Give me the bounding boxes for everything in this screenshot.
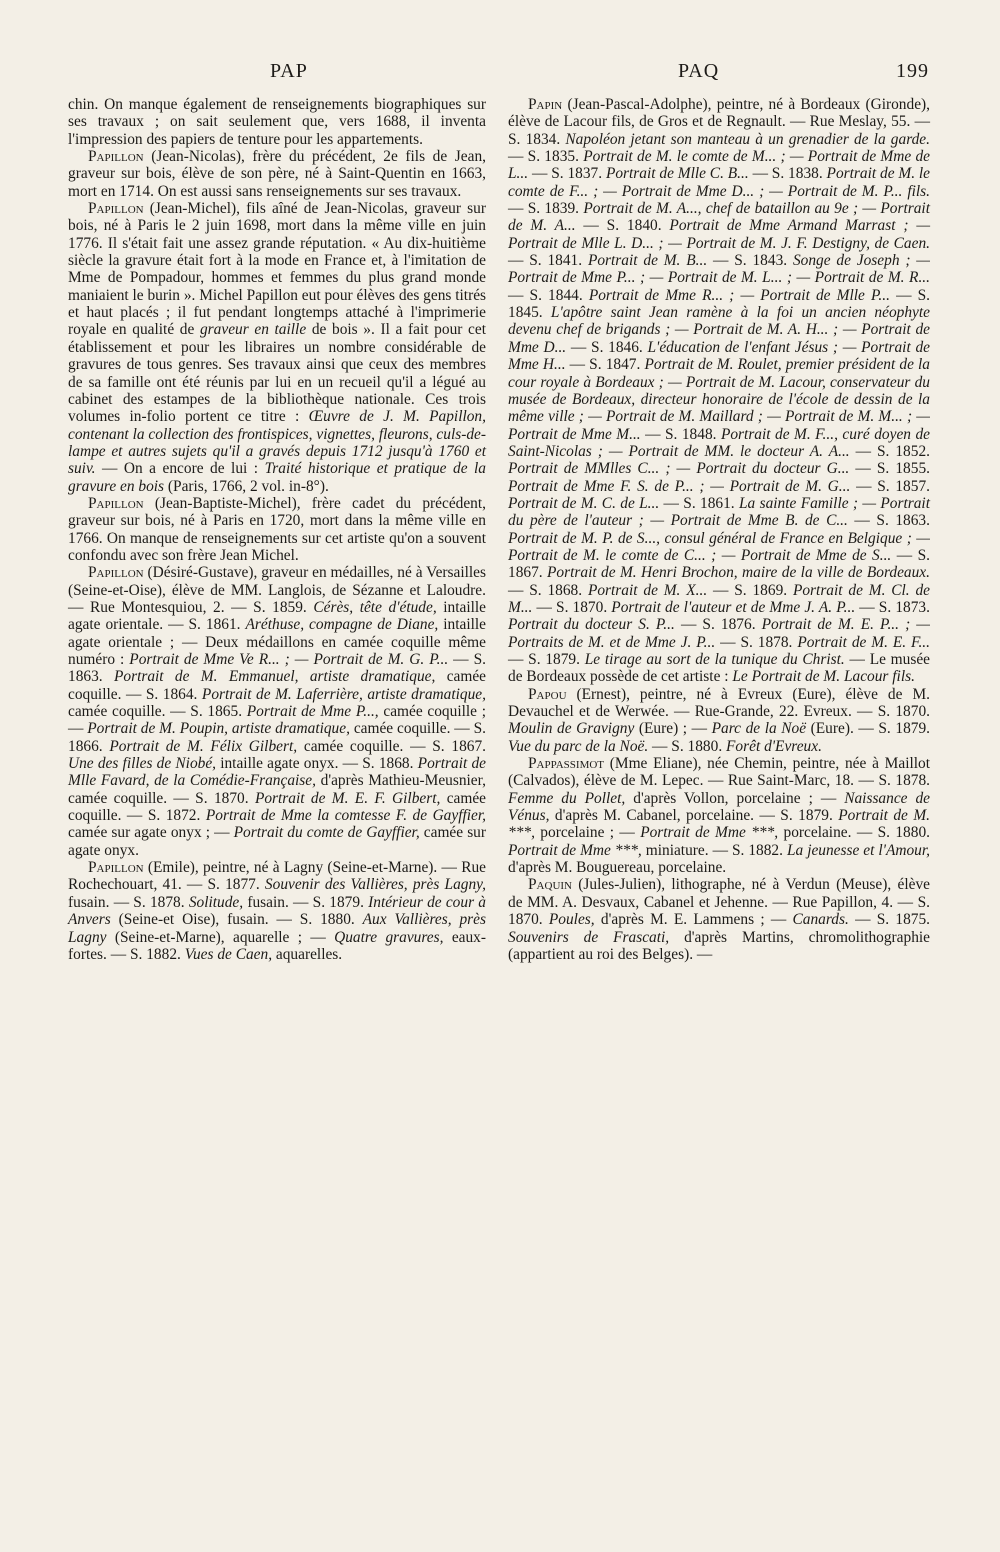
- entry-text: (Paris, 1766, 2 vol. in-8°).: [164, 477, 329, 495]
- italic-title: Portrait de Mme F. S. de P... ; — Portrait de M. G...: [508, 477, 851, 495]
- entry-text: camée sur agate onyx.: [68, 824, 487, 859]
- entry-text: (Seine-et Oise), fusain. — S. 1880.: [110, 911, 363, 929]
- entry-text: camée coquille. — S. 1872.: [68, 789, 486, 825]
- entry-text: — S. 1880.: [648, 737, 727, 755]
- italic-title: Portrait de M. Henri Brochon, maire de la ville de Bordeaux.: [547, 564, 930, 582]
- entry-text: — S. 1846.: [566, 338, 648, 356]
- entry-text: d'après Mathieu-Meusnier, camée coquille. — S. 1870.: [68, 772, 486, 807]
- left-column: [68, 96, 486, 963]
- italic-title: La sainte Famille ; — Portrait du père de l'auteur ; — Portrait de Mme B. de C...: [508, 494, 930, 530]
- italic-title: Portrait de M. B...: [587, 252, 708, 270]
- italic-title: Portrait de MMlles C... ; — Portrait du docteur G...: [508, 460, 850, 478]
- italic-title: Portrait de Mme Armand Marrast ; — Portrait de Mlle L. D... ; — Portrait de M. J. F. Destigny, de Caen.: [508, 217, 931, 252]
- entry-text: — S. 1855.: [849, 460, 930, 478]
- entry-headword: Papillon: [88, 148, 144, 166]
- italic-title: Portrait de M. E. P... ; — Portraits de M. et de Mme J. P...: [508, 616, 930, 651]
- entry-text: d'après M. E. Lammens ; —: [594, 911, 793, 929]
- entry-text: camée coquille ; —: [68, 703, 486, 738]
- entry-text: camée coquille. — S. 1867.: [297, 737, 487, 755]
- entry-text: (Jean-Michel), fils aîné de Jean-Nicolas, graveur sur bois, né à Paris le 2 juin 1698, mort dans la même ville en juin 1776. Il s'était fait une assez grande réputation. « Au dix-huitième siècle la gravure était fort à la mode en France et, à l'imitation de Mme de Pompadour, hommes et femmes du plus grand monde maniaient le burin ». Michel Papillon eut pour élèves des gens titrés et haut placés ; il fut pendant longtemps attaché à l'imprimerie royale en qualité de: [68, 200, 487, 339]
- italic-title: Portrait de Mlle Favard, de la Comédie-Française,: [68, 755, 486, 790]
- entry-paragraph: [508, 686, 930, 755]
- italic-title: Aréthuse, compagne de Diane,: [245, 616, 439, 634]
- italic-title: Portrait de M. F..., curé doyen de Saint-Nicolas ; — Portrait de MM. le docteur A. A...: [508, 425, 930, 460]
- entry-text: — S. 1835.: [508, 148, 584, 166]
- italic-title: Portrait de Mme la comtesse F. de Gayffier,: [205, 807, 486, 825]
- italic-title: Femme du Pollet,: [508, 789, 626, 807]
- italic-title: Portrait de Mme P...,: [246, 703, 379, 721]
- entry-text: fusain. — S. 1878.: [68, 893, 189, 911]
- entry-text: — S. 1879.: [508, 651, 585, 668]
- entry-paragraph: [508, 96, 930, 686]
- entry-text: — S. 1844.: [508, 286, 589, 304]
- entry-text: porcelaine. — S. 1880.: [778, 824, 930, 842]
- italic-title: Souvenirs de Frascati,: [508, 928, 670, 946]
- italic-title: Portrait de Mme ***,: [640, 824, 779, 842]
- entry-paragraph: [68, 200, 486, 495]
- entry-text: porcelaine ; —: [534, 824, 641, 842]
- entry-text: — S. 1869.: [707, 581, 793, 599]
- entry-text: — S. 1839.: [508, 200, 584, 218]
- entry-text: — Le musée de Bordeaux possède de cet artiste :: [508, 651, 931, 686]
- italic-title: graveur en taille: [199, 321, 307, 339]
- entry-text: intaille agate orientale ; — Deux médaillons en camée coquille même numéro :: [68, 616, 487, 668]
- italic-title: Portrait de Mme Ve R... ; — Portrait de M. G. P...: [129, 651, 449, 668]
- entry-headword: Paquin: [528, 876, 572, 894]
- entry-text: (Emile), peintre, né à Lagny (Seine-et-Marne). — Rue Rochechouart, 41. — S. 1877.: [68, 859, 486, 894]
- entry-headword: Papillon: [88, 200, 144, 218]
- entry-text: (Ernest), peintre, né à Evreux (Eure), élève de M. Devauchel et de Werwée. — Rue-Grande, 22. Evreux. — S. 1870.: [508, 685, 930, 721]
- italic-title: Portrait de M. Félix Gilbert,: [109, 737, 298, 755]
- entry-text: — S. 1843.: [707, 252, 793, 270]
- entry-text: d'après Vollon, porcelaine ; —: [625, 789, 845, 807]
- entry-text: miniature. — S. 1882.: [641, 841, 787, 859]
- entry-text: — S. 1870.: [532, 598, 612, 616]
- entry-text: — S. 1857.: [850, 477, 930, 495]
- entry-text: — S. 1867.: [508, 546, 930, 582]
- italic-title: Vues de Caen,: [184, 945, 273, 963]
- italic-title: Aux Vallières, près Lagny: [68, 911, 486, 946]
- italic-title: Portrait de M. le comte de M... ; — Portrait de Mme de L...: [508, 148, 930, 183]
- entry-text: — S. 1863.: [847, 512, 930, 530]
- entry-text: camée coquille. — S. 1866.: [68, 720, 486, 755]
- entry-headword: Papin: [528, 96, 563, 113]
- entry-text: eaux-fortes. — S. 1882.: [68, 928, 486, 963]
- italic-title: Portrait du docteur S. P...: [508, 616, 675, 634]
- italic-title: Portrait de l'auteur et de Mme J. A. P...: [611, 598, 856, 616]
- italic-title: Portrait de M. X...: [587, 581, 708, 599]
- italic-title: Portrait de Mme ***,: [508, 841, 642, 859]
- italic-title: Portrait de M. C. de L...: [508, 494, 660, 512]
- entry-text: chin. On manque également de renseignements biographiques sur ses travaux ; on sait seulement que, vers 1688, il inventa l'impression des papiers de tenture pour les appartements.: [68, 96, 486, 148]
- entry-text: d'après Martins, chromolithographie (appartient au roi des Belges). —: [508, 928, 931, 963]
- italic-title: Portrait de M. E. F. Gilbert,: [254, 789, 441, 807]
- italic-title: Portrait de Mlle C. B...: [605, 165, 749, 183]
- italic-title: Poules,: [548, 911, 595, 929]
- entry-text: (Eure) ; —: [634, 720, 712, 738]
- entry-headword: Papillon: [88, 494, 144, 512]
- italic-title: Portrait de M. Cl. de M...: [508, 581, 930, 616]
- entry-text: — S. 1837.: [528, 165, 606, 183]
- entry-paragraph: [68, 564, 486, 859]
- entry-text: camée coquille. — S. 1865.: [68, 703, 247, 721]
- italic-title: Intérieur de cour à Anvers: [68, 893, 486, 929]
- entry-paragraph: [508, 876, 930, 963]
- entry-paragraph: [68, 495, 486, 564]
- italic-title: Portrait de M. Emmanuel, artiste dramatique,: [113, 668, 436, 686]
- italic-title: Moulin de Gravigny: [508, 720, 635, 738]
- italic-title: Une des filles de Niobé,: [68, 755, 217, 773]
- entry-text: (Jean-Pascal-Adolphe), peintre, né à Bordeaux (Gironde), élève de Lacour fils, de Gros et de Regnault. — Rue Meslay, 55. — S. 1834.: [508, 96, 930, 148]
- italic-title: Vue du parc de la Noë.: [508, 737, 649, 755]
- entry-text: intaille agate orientale. — S. 1861.: [68, 598, 486, 634]
- right-column: [508, 96, 930, 963]
- entry-headword: Papillon: [88, 859, 144, 877]
- entry-text: d'après M. Bouguereau, porcelaine.: [508, 859, 727, 877]
- entry-paragraph: [68, 96, 486, 148]
- italic-title: Portrait de M. Poupin, artiste dramatique,: [87, 720, 350, 738]
- italic-title: Parc de la Noë: [711, 720, 807, 738]
- italic-title: Forêt d'Evreux.: [726, 737, 822, 755]
- italic-title: Le Portrait de M. Lacour fils.: [732, 668, 915, 686]
- entry-text: — S. 1838.: [748, 165, 827, 183]
- entry-paragraph: [508, 755, 930, 876]
- entry-text: — S. 1847.: [565, 356, 645, 374]
- entry-text: — S. 1841.: [508, 252, 588, 270]
- italic-title: Œuvre de J. M. Papillon, contenant la collection des frontispices, vignettes, fleurons, culs-de-lampe et autres sujets qu'il a gravés depuis 1712 jusqu'à 1760 et suiv.: [68, 408, 486, 478]
- running-head-center: PAQ: [678, 60, 720, 82]
- entry-text: d'après M. Cabanel, porcelaine. — S. 1879.: [549, 807, 839, 825]
- entry-text: de bois ». Il a fait pour cet établissement et pour les libraires un nombre considérable de gravures de tous genres. Ses travaux ainsi que ceux des membres de sa famille ont été réunis par lui en un recueil qu'il a légué au cabinet des estampes de la bibliothèque nationale. Ces trois volumes in-folio portent ce titre :: [68, 321, 486, 426]
- entry-text: — S. 1863.: [68, 651, 486, 686]
- entry-text: (Jean-Baptiste-Michel), frère cadet du précédent, graveur sur bois, né à Paris en 1720, mort dans la même ville en 1766. On manque de renseignements sur cet artiste qu'on a souvent confondu avec son frère Jean Michel.: [68, 494, 486, 564]
- italic-title: Souvenir des Vallières, près Lagny,: [264, 876, 487, 894]
- entry-text: camée sur agate onyx ; —: [68, 824, 234, 842]
- entry-text: — S. 1868.: [508, 581, 588, 599]
- entry-text: — S. 1848.: [640, 425, 721, 443]
- italic-title: Portrait de M. E. F...: [797, 633, 930, 651]
- italic-title: Portrait du comte de Gayffier,: [233, 824, 420, 842]
- italic-title: Portrait de M. le comte de F... ; — Portrait de Mme D... ; — Portrait de M. P... fils.: [508, 165, 930, 200]
- entry-text: — S. 1845.: [508, 286, 930, 322]
- page-number: 199: [896, 60, 929, 82]
- entry-text: camée coquille. — S. 1864.: [68, 668, 486, 703]
- italic-title: Songe de Joseph ; — Portrait de Mme P... ; — Portrait de M. L... ; — Portrait de M. R...: [508, 252, 930, 287]
- entry-headword: Papillon: [88, 564, 144, 582]
- entry-text: — S. 1852.: [849, 442, 930, 460]
- italic-title: Quatre gravures,: [334, 928, 444, 946]
- italic-title: La jeunesse et l'Amour,: [786, 841, 931, 859]
- entry-text: fusain. — S. 1879.: [243, 893, 369, 911]
- italic-title: Naissance de Vénus,: [508, 789, 930, 825]
- entry-text: (Jules-Julien), lithographe, né à Verdun (Meuse), élève de MM. A. Desvaux, Cabanel et Jehenne. — Rue Papillon, 4. — S. 1870.: [508, 876, 930, 929]
- italic-title: Portrait de Mme R... ; — Portrait de Mlle P...: [588, 286, 890, 304]
- italic-title: L'éducation de l'enfant Jésus ; — Portrait de Mme H...: [508, 338, 930, 374]
- italic-title: Solitude,: [188, 893, 244, 911]
- entry-text: (Eure). — S. 1879.: [806, 720, 931, 738]
- italic-title: Traité historique et pratique de la gravure en bois: [68, 460, 486, 495]
- entry-text: aquarelles.: [272, 945, 343, 963]
- italic-title: Le tirage au sort de la tunique du Christ.: [584, 651, 845, 668]
- entry-paragraph: [68, 859, 486, 963]
- entry-text: — S. 1873.: [855, 598, 930, 616]
- entry-text: — S. 1876.: [674, 616, 762, 634]
- entry-text: — S. 1840.: [575, 217, 670, 235]
- italic-title: Portrait de M. P. de S..., consul général de France en Belgique ; — Portrait de M. le comte de C... ; — Portrait de Mme de S...: [508, 529, 930, 564]
- italic-title: Portrait de M. Roulet, premier président de la cour royale à Bordeaux ; — Portrait de M. Lacour, conservateur du musée de Bordeaux, directeur honoraire de l'école de dessin de la même ville ; — Portrait de M. Maillard ; — Portrait de M. M... ; — Portrait de Mme M...: [508, 356, 930, 443]
- entry-text: (Mme Eliane), née Chemin, peintre, née à Maillot (Calvados), élève de M. Lepec. — Rue Saint-Marc, 18. — S. 1878.: [508, 755, 930, 790]
- running-head-left: PAP: [270, 60, 308, 82]
- entry-text: (Jean-Nicolas), frère du précédent, 2e fils de Jean, graveur sur bois, élève de son père, né à Saint-Quentin en 1663, mort en 1714. On est aussi sans renseignements sur ses travaux.: [68, 148, 486, 200]
- entry-text: (Désiré-Gustave), graveur en médailles, né à Versailles (Seine-et-Oise), élève de MM. Langlois, de Sézanne et Laloudre. — Rue Montesquiou, 2. — S. 1859.: [68, 564, 486, 616]
- entry-headword: Pappassimot: [528, 755, 605, 773]
- entry-text: — S. 1861.: [659, 494, 739, 512]
- entry-text: — On a encore de lui :: [95, 460, 265, 478]
- italic-title: Canards.: [792, 911, 849, 929]
- entry-text: — S. 1878.: [715, 633, 798, 651]
- entry-headword: Papou: [528, 685, 567, 703]
- italic-title: Napoléon jetant son manteau à un grenadier de la garde.: [565, 130, 930, 148]
- entry-text: intaille agate onyx. — S. 1868.: [216, 755, 418, 773]
- italic-title: Portrait de M. A..., chef de bataillon au 9e ; — Portrait de M. A...: [508, 200, 930, 235]
- italic-title: Portrait de M. Laferrière, artiste dramatique,: [201, 685, 486, 703]
- italic-title: Cérès, tête d'étude,: [313, 598, 437, 616]
- entry-text: — S. 1875.: [848, 911, 930, 929]
- entry-paragraph: [68, 148, 486, 200]
- entry-text: (Seine-et-Marne), aquarelle ; —: [106, 928, 335, 946]
- italic-title: L'apôtre saint Jean ramène à la foi un ancien néophyte devenu chef de brigands ; — Portrait de M. A. H... ; — Portrait de Mme D...: [508, 304, 930, 356]
- italic-title: Portrait de M. ***,: [508, 807, 930, 842]
